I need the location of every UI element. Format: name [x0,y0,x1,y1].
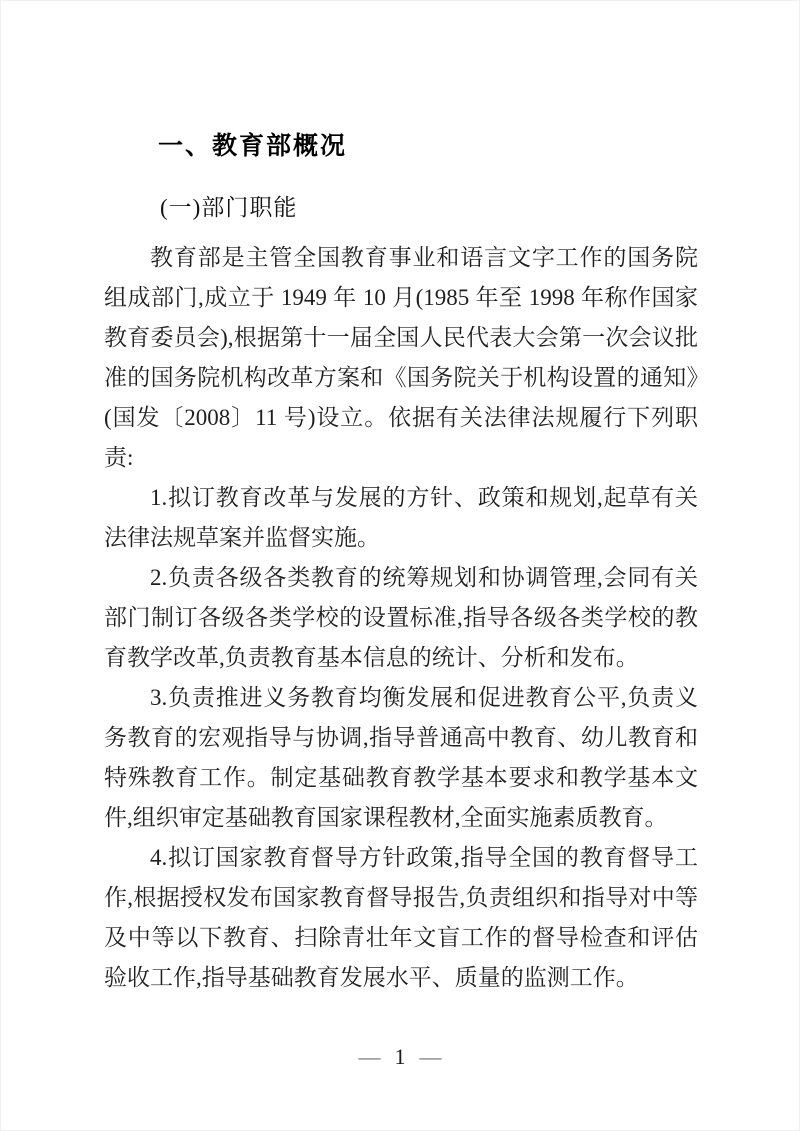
section-title: 一、教育部概况 [158,132,348,160]
footer-left-dash: — [358,1044,381,1069]
body-text [104,238,698,998]
page-footer [1,1043,799,1071]
paragraph-intro: 教育部是主管全国教育事业和语言文字工作的国务院组成部门,成立于 1949 年 10 月(1985 年至 1998 年称作国家教育委员会),根据第十一届全国人民代表大会第一次会议批准的国务院机构改革方案和《国务院关于机构设置的通知》(国发〔2008〕11 号)设立。依据有关法律法规履行下列职责: [104,245,698,470]
paragraph-duty-2: 2.负责各级各类教育的统筹规划和协调管理,会同有关部门制订各级各类学校的设置标准,指导各级各类学校的教育教学改革,负责教育基本信息的统计、分析和发布。 [104,565,698,670]
paragraph-duty-1: 1.拟订教育改革与发展的方针、政策和规划,起草有关法律法规草案并监督实施。 [104,485,698,550]
footer-right-dash: — [419,1044,442,1069]
page-number: 1 [394,1044,406,1069]
document-content [104,1,698,998]
paragraph-duty-3: 3.负责推进义务教育均衡发展和促进教育公平,负责义务教育的宏观指导与协调,指导普通高中教育、幼儿教育和特殊教育工作。制定基础教育教学基本要求和教学基本文件,组织审定基础教育国家课程教材,全面实施素质教育。 [104,685,698,830]
subsection-title: (一)部门职能 [160,195,298,220]
paragraph-duty-4: 4.拟订国家教育督导方针政策,指导全国的教育督导工作,根据授权发布国家教育督导报告,负责组织和指导对中等及中等以下教育、扫除青壮年文盲工作的督导检查和评估验收工作,指导基础教育发展水平、质量的监测工作。 [104,845,698,990]
